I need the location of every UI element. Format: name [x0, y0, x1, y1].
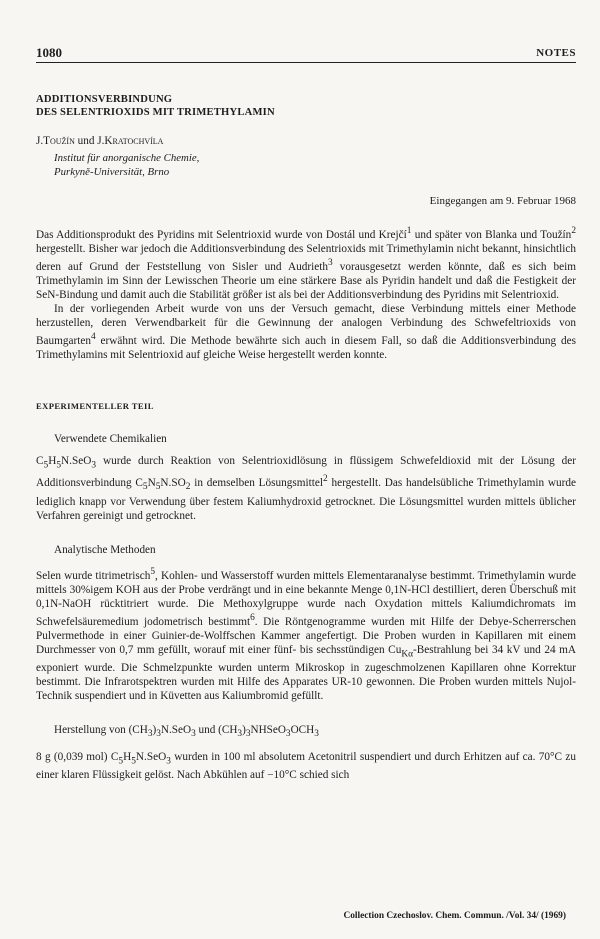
formula: N.SO: [160, 477, 186, 490]
formula: C: [36, 455, 44, 468]
subscript: 3: [285, 729, 291, 740]
title-line-1: ADDITIONSVERBINDUNG: [36, 94, 173, 105]
chemicals-paragraph: [36, 454, 576, 523]
section-label: NOTES: [536, 47, 576, 59]
text: NHSeO: [250, 724, 286, 737]
text: , Kohlen- und Wasserstoff wurden mittels Elementaranalyse bestimmt. Trimethylamin wurde mittels 30%igem KOH aus der Probe verdrängt und in eine bekannte Menge 0,1N-HCl destilliert, deren Überschuß mit 0,1N-NaOH rücktitriert wurde. Die Methoxylgruppe wurde nach Oxydation mittels Kaliumdichromats im Schwefelsäuremedium jodometrisch bestimmt: [36, 569, 576, 628]
author-1-name: Toužín: [43, 135, 75, 147]
text: Herstellung von (CH: [54, 724, 148, 737]
preparation-paragraph: [36, 750, 576, 782]
subscript: 5: [142, 482, 148, 493]
intro-paragraph-2: [36, 302, 576, 362]
title-line-2: DES SELENTRIOXIDS MIT TRIMETHYLAMIN: [36, 107, 275, 118]
ref-6: 6: [250, 612, 255, 623]
text: ): [152, 724, 157, 737]
subscript: 3: [245, 729, 251, 740]
text: wurde durch Reaktion von Selentrioxidlösung in flüssigem Schwefeldioxid mit der Lösung der Additionsverbindung: [36, 455, 576, 490]
subscript: 5: [56, 460, 62, 471]
subscript: 5: [118, 755, 124, 766]
text: N.SeO: [160, 724, 192, 737]
subscript: Kα: [401, 648, 413, 659]
ref-5: 5: [150, 566, 156, 577]
text: 8 g (0,039 mol): [36, 750, 111, 763]
text: hergestellt. Bisher war jedoch die Additionsverbindung des Selentrioxids mit Trimethylamin nicht bekannt, hinsichtlich deren auf Grund der Feststellung von Sisler und Audrieth: [36, 242, 576, 273]
text: erwähnt wird. Die Methode bewährte sich auch in diesem Fall, so daß die Additionsverbindung des Trimethylamins mit Selentrioxid auf gleiche Weise hergestellt werden konnte.: [36, 334, 576, 361]
text: hergestellt. Das handelsübliche Trimethylamin wurde lediglich knapp vor Verwendung über festem Kaliumhydroxid getrocknet. Die Lösungsmittel wurden mittels üblicher Verfahren gereinigt und getrocknet.: [36, 477, 576, 522]
section-heading-experimental: EXPERIMENTELLER TEIL: [36, 401, 154, 412]
subscript: 3: [166, 755, 171, 766]
formula: N.SeO: [135, 750, 167, 763]
text: In der vorliegenden Arbeit wurde von uns der Versuch gemacht, diese Verbindung mittels einer Methode herzustellen, deren Verwendbarkeit für die Gewinnung der analogen Verbindung des Schwefeltrioxids von Baumgarten: [36, 302, 576, 347]
subscript: 3: [147, 729, 153, 740]
formula: H: [48, 455, 57, 468]
received-date: Eingegangen am 9. Februar 1968: [429, 195, 576, 207]
subheading-analysis: Analytische Methoden: [54, 543, 156, 556]
text: Das Additionsprodukt des Pyridins mit Selentrioxid wurde von Dostál und Krejčí: [36, 228, 407, 241]
formula: H: [123, 750, 132, 763]
text: wurden in 100 ml absolutem Acetonitril suspendiert und durch Erhitzen auf ca. 70°C zu einer klaren Flüssigkeit gelöst. Nach Abkühlen auf −10°C schied sich: [36, 750, 577, 781]
formula: C: [110, 750, 119, 763]
affiliation-line-1: Institut für anorganische Chemie,: [54, 152, 200, 164]
author-1-initial: J.: [36, 135, 44, 147]
authors: [36, 135, 576, 148]
subheading-chemicals: Verwendete Chemikalien: [54, 433, 167, 446]
text: . Die Röntgenogramme wurden mit Hilfe der Debye-Scherrerschen Pulvermethode in einer Guinier-de-Wolffschen Kammer angefertigt. Die Proben wurden in Kapillaren mit einem Durchmesser von 0,7 mm gefüllt, worauf mit einer fünf- bis sechsstündigen Cu: [36, 615, 576, 656]
text: -Bestrahlung bei 34 kV und 24 mA exponiert wurde. Die Schmelzpunkte wurden unterm Mikroskop in zugeschmolzenen Kapillaren ohne Korrektur bestimmt. Die Infrarotspektren wurden mit Hilfe des Apparates UR-10 gewonnen. Die Proben wurden mittels Nujol-Technik suspendiert und in Küvetten aus Kaliumbromid gefüllt.: [36, 643, 576, 703]
subheading-preparation: [54, 723, 576, 741]
text: vorausgesetzt werden könnte, daß es sich beim Trimethylamin im Sinn der Lewisschen Theorie um eine stärkere Base als Pyridin handelt und daß die Festigkeit der SeN-Bindung und damit auch die Stabilität größer ist als bei der Additionsverbindung des Pyridins mit Selentrioxid.: [36, 260, 576, 301]
running-header: [36, 46, 576, 63]
subscript: 3: [314, 729, 319, 740]
affiliation: [54, 151, 576, 179]
page-number: 1080: [36, 45, 62, 60]
ref-1: 1: [406, 226, 412, 236]
subscript: 3: [237, 729, 243, 740]
text: Selen wurde titrimetrisch: [36, 569, 151, 582]
affiliation-line-2: Purkyně-Universität, Brno: [54, 166, 170, 178]
analysis-paragraph: [36, 565, 576, 704]
formula: C: [135, 477, 143, 490]
page: [36, 46, 576, 782]
article-title: [36, 93, 576, 119]
ref-4: 4: [90, 332, 96, 343]
subscript: 3: [156, 729, 161, 740]
subscript: 5: [155, 482, 161, 493]
text: OCH: [290, 724, 315, 737]
text: ): [242, 724, 246, 737]
subscript: 3: [191, 729, 196, 740]
formula: N.SeO: [61, 455, 92, 468]
subscript: 5: [43, 460, 49, 471]
text: und (CH: [195, 724, 238, 737]
ref-3: 3: [327, 257, 333, 268]
text: und später von Blanka und Toužín: [411, 228, 572, 241]
subscript: 3: [91, 460, 97, 471]
ref-2: 2: [323, 474, 328, 485]
journal-footer: Collection Czechoslov. Chem. Commun. /Vol. 34/ (1969): [343, 911, 566, 921]
subscript: 2: [185, 482, 191, 493]
text: in demselben Lösungsmittel: [190, 477, 323, 490]
author-2-initial: J.: [97, 135, 105, 147]
ref-2: 2: [571, 226, 576, 236]
author-2-name: Kratochvíla: [104, 135, 164, 147]
author-connector: und: [74, 135, 98, 147]
formula: N: [147, 477, 156, 490]
intro-paragraph-1: [36, 224, 576, 302]
subscript: 5: [131, 755, 136, 766]
